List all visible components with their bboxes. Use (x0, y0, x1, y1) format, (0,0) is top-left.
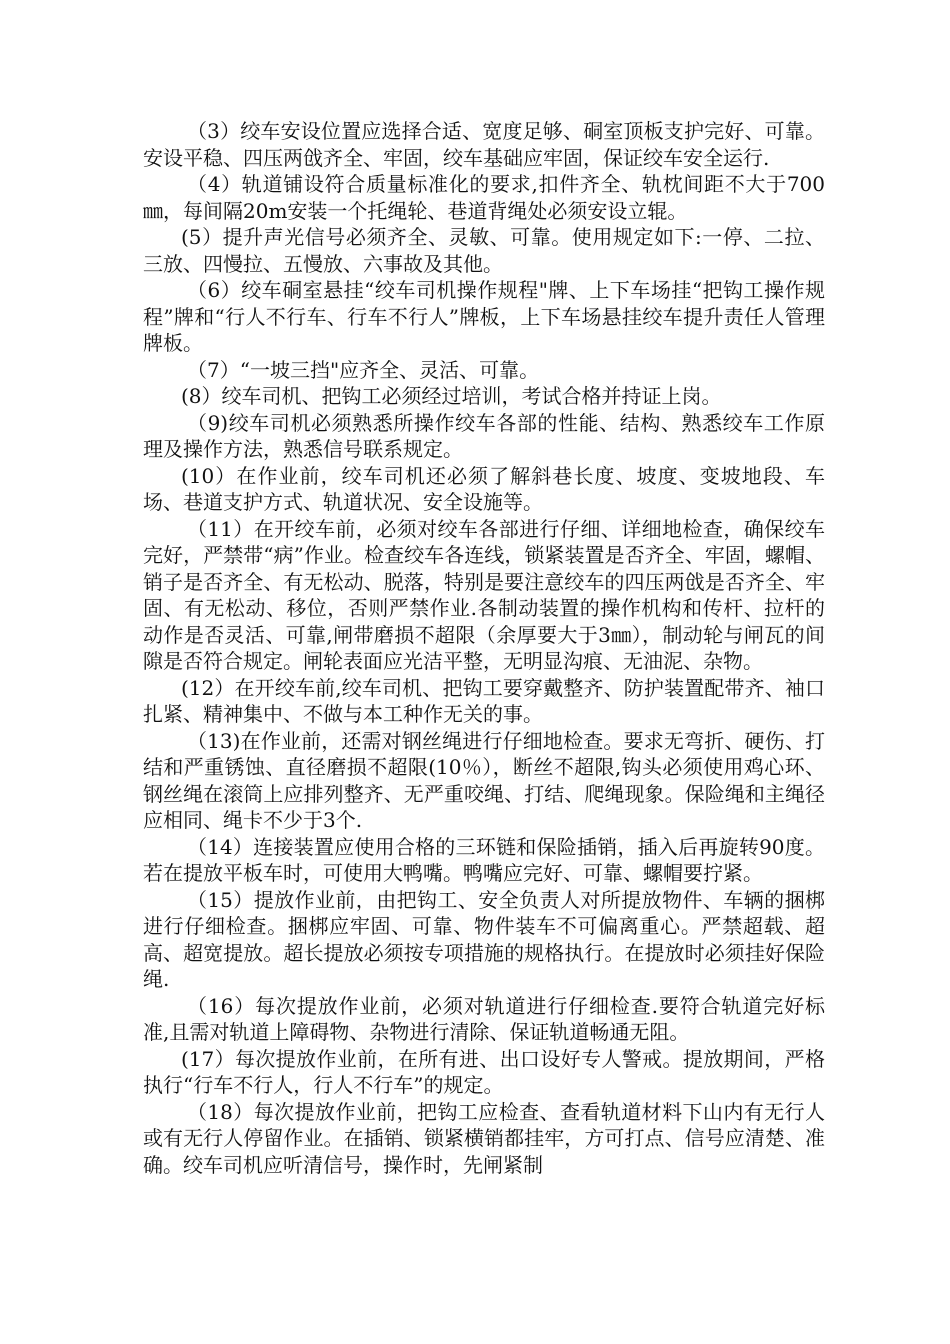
paragraph-4: （4）轨道铺设符合质量标准化的要求,扣件齐全、轨枕间距不大于700㎜，每间隔20m安装一个托绳轮、巷道背绳处必须安设立辊。 (143, 172, 825, 223)
paragraph-8: (8）绞车司机、把钩工必须经过培训，考试合格并持证上岗。 (181, 384, 722, 408)
paragraph-18: （18）每次提放作业前，把钩工应检查、查看轨道材料下山内有无行人或有无行人停留作业。在插销、锁紧横销都挂牢，方可打点、信号应清楚、准确。绞车司机应听清信号，操作时，先闸紧制 (143, 1099, 825, 1177)
paragraph-13: （13)在作业前，还需对钢丝绳进行仔细地检查。要求无弯折、硬伤、打结和严重锈蚀、直径磨损不超限(10％），断丝不超限,钩头必须使用鸡心环、钢丝绳在滚筒上应排列整齐、无严重咬绳、打结、爬绳现象。保险绳和主绳径应相同、绳卡不少于3个. (143, 728, 825, 832)
paragraph-12: (12）在开绞车前,绞车司机、把钩工要穿戴整齐、防护装置配带齐、袖口扎紧、精神集中、不做与本工种作无关的事。 (143, 675, 825, 726)
paragraph-9: （9)绞车司机必须熟悉所操作绞车各部的性能、结构、熟悉绞车工作原理及操作方法，熟悉信号联系规定。 (143, 410, 825, 461)
paragraph-10: (10）在作业前，绞车司机还必须了解斜巷长度、坡度、变坡地段、车场、巷道支护方式、轨道状况、安全设施等。 (143, 463, 825, 514)
paragraph-6: （6）绞车硐室悬挂“绞车司机操作规程"牌、上下车场挂“把钩工操作规程”牌和“行人不行车、行车不行人”牌板，上下车场悬挂绞车提升责任人管理牌板。 (143, 278, 825, 355)
paragraph-5: (5）提升声光信号必须齐全、灵敏、可靠。使用规定如下:一停、二拉、三放、四慢拉、五慢放、六事故及其他。 (143, 225, 825, 276)
paragraph-3: （3）绞车安设位置应选择合适、宽度足够、硐室顶板支护完好、可靠。安设平稳、四压两戗齐全、牢固，绞车基础应牢固，保证绞车安全运行. (143, 119, 825, 170)
paragraph-11: （11）在开绞车前，必须对绞车各部进行仔细、详细地检查，确保绞车完好，严禁带“病”作业。检查绞车各连线，锁紧装置是否齐全、牢固，螺帽、销子是否齐全、有无松动、脱落，特别是要注意绞车的四压两戗是否齐全、牢固、有无松动、移位，否则严禁作业.各制动装置的操作机构和传杆、拉杆的动作是否灵活、可靠,闸带磨损不超限（余厚要大于3㎜），制动轮与闸瓦的间隙是否符合规定。闸轮表面应光洁平整，无明显沟痕、无油泥、杂物。 (143, 516, 825, 673)
paragraph-7: （7）“一坡三挡"应齐全、灵活、可靠。 (187, 357, 540, 382)
document-body (143, 118, 825, 1178)
paragraph-17: (17）每次提放作业前，在所有进、出口设好专人警戒。提放期间，严格执行“行车不行人，行人不行车”的规定。 (143, 1046, 825, 1097)
paragraph-16: （16）每次提放作业前，必须对轨道进行仔细检查.要符合轨道完好标准,且需对轨道上障碍物、杂物进行清除、保证轨道畅通无阻。 (143, 993, 825, 1044)
paragraph-14: （14）连接装置应使用合格的三环链和保险插销，插入后再旋转90度。若在提放平板车时，可使用大鸭嘴。鸭嘴应完好、可靠、螺帽要拧紧。 (143, 834, 825, 885)
paragraph-15: （15）提放作业前，由把钩工、安全负责人对所提放物件、车辆的捆梆进行仔细检查。捆梆应牢固、可靠、物件装车不可偏离重心。严禁超载、超高、超宽提放。超长提放必须按专项措施的规格执行。在提放时必须挂好保险绳. (143, 887, 825, 991)
